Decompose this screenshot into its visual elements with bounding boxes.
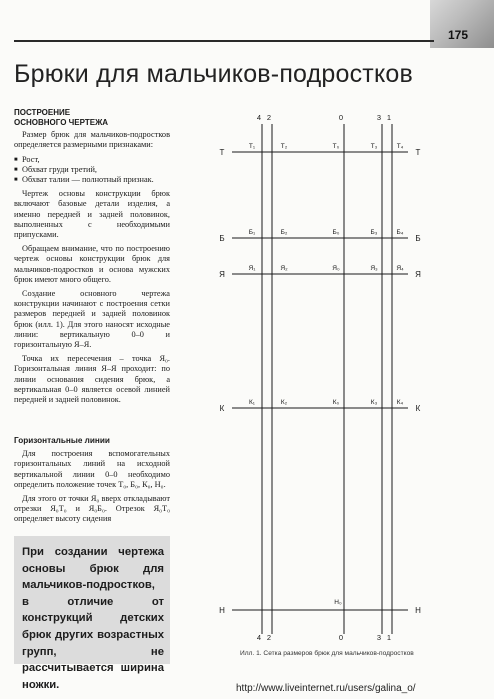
page-number-tab (430, 0, 494, 48)
bottom-number-label: 1 (386, 633, 392, 642)
intro-paragraph: Размер брюк для мальчиков-подростков определяется размерными признаками: (14, 130, 170, 150)
point-label: Я₀ (332, 265, 340, 272)
section-heading: Горизонтальные линии (14, 436, 110, 445)
point-label: Б₀ (332, 229, 340, 236)
point-label: Т₄ (396, 143, 404, 150)
section-heading-line2: ОСНОВНОГО ЧЕРТЕЖА (14, 117, 109, 127)
paragraph: Точка их пересечения – точка Я₀. Горизонтальная линия Я–Я проходит: по линии основания сидения брюк, а вертикальная 0–0 является осевой линией передней и задней половинок. (14, 354, 170, 405)
bottom-number-label: 2 (266, 633, 272, 642)
row-letter-right: Т (415, 148, 421, 157)
list-item: ■ Обхват талии — полнотный признак. (14, 175, 170, 185)
point-label: Т₁ (248, 143, 256, 150)
point-label: К₃ (370, 399, 378, 406)
point-label: Н₀ (334, 599, 342, 606)
point-label: К₄ (396, 399, 404, 406)
point-label: Б₁ (248, 229, 256, 236)
top-number-label: 3 (376, 113, 382, 122)
point-label: Я₃ (370, 265, 378, 272)
horizontal-lines-section (14, 436, 170, 529)
row-letter-left: Б (219, 234, 225, 243)
point-label: Б₄ (396, 229, 404, 236)
bottom-number-label: 0 (338, 633, 344, 642)
row-letter-right: Н (415, 606, 421, 615)
measures-list (14, 155, 170, 186)
paragraph: Создание основного чертежа конструкции начинают с построения сетки размеров передней и задней половинок брюк (илл. 1). Для этого наносят исходные линии: вертикальную 0–0 и горизонтальную Я–Я. (14, 289, 170, 350)
point-label: Я₁ (248, 265, 256, 272)
point-label: К₀ (332, 399, 340, 406)
row-letter-right: Я (415, 270, 421, 279)
point-label: Т₃ (370, 143, 378, 150)
size-grid-figure (200, 104, 440, 649)
list-item: ■ Рост, (14, 155, 170, 165)
callout-box (14, 536, 170, 691)
callout-text: При создании чертежа основы брюк для мальчиков-подростков, в отличие от конструкций детских брюк других возрастных групп, не рассчитывается ширина ножки. (22, 546, 164, 691)
paragraph: Для этого от точки Я₀ вверх откладывают отрезки Я₀Т₀ и Я₀Б₀. Отрезок Я₀Т₀ определяет высоту сидения (14, 494, 170, 524)
row-letter-left: Т (219, 148, 225, 157)
row-letter-left: К (219, 404, 225, 413)
point-label: Т₂ (280, 143, 288, 150)
section-heading-line1: ПОСТРОЕНИЕ (14, 108, 71, 117)
paragraph: Обращаем внимание, что по построению чертеж основы конструкции брюк для мальчиков-подростков и основа мужских брюк имеют много общего. (14, 244, 170, 284)
size-grid-diagram (200, 104, 440, 649)
top-number-label: 0 (338, 113, 344, 122)
paragraph: Для построения вспомогательных горизонтальных линий на исходной вертикальной линии 0–0 необходимо определить положение точек Т₀, Б₀, К₀, Н₀. (14, 449, 170, 489)
point-label: Б₃ (370, 229, 378, 236)
list-item: ■ Обхват груди третий, (14, 165, 170, 175)
row-letter-right: Б (415, 234, 421, 243)
top-number-label: 4 (256, 113, 262, 122)
figure-caption: Илл. 1. Сетка размеров брюк для мальчиков-подростков (240, 650, 414, 657)
point-label: К₂ (280, 399, 288, 406)
row-letter-left: Я (219, 270, 225, 279)
point-label: Я₄ (396, 265, 404, 272)
point-label: Т₀ (332, 143, 340, 150)
row-letter-left: Н (219, 606, 225, 615)
point-label: Я₂ (280, 265, 288, 272)
page-title: Брюки для мальчиков-подростков (14, 60, 413, 88)
top-number-label: 1 (386, 113, 392, 122)
point-label: К₁ (249, 399, 255, 406)
top-number-label: 2 (266, 113, 272, 122)
paragraph: Чертеж основы конструкции брюк включают базовые детали изделия, а именно передней и задней половинок, выполненных с необходимыми припусками. (14, 189, 170, 240)
bottom-number-label: 3 (376, 633, 382, 642)
main-text-column (14, 108, 170, 409)
row-letter-right: К (415, 404, 421, 413)
page-number: 175 (447, 28, 468, 42)
header-rule (14, 40, 434, 42)
footer-url: http://www.liveinternet.ru/users/galina_o/ (236, 683, 416, 694)
bottom-number-label: 4 (256, 633, 262, 642)
point-label: Б₂ (280, 229, 288, 236)
